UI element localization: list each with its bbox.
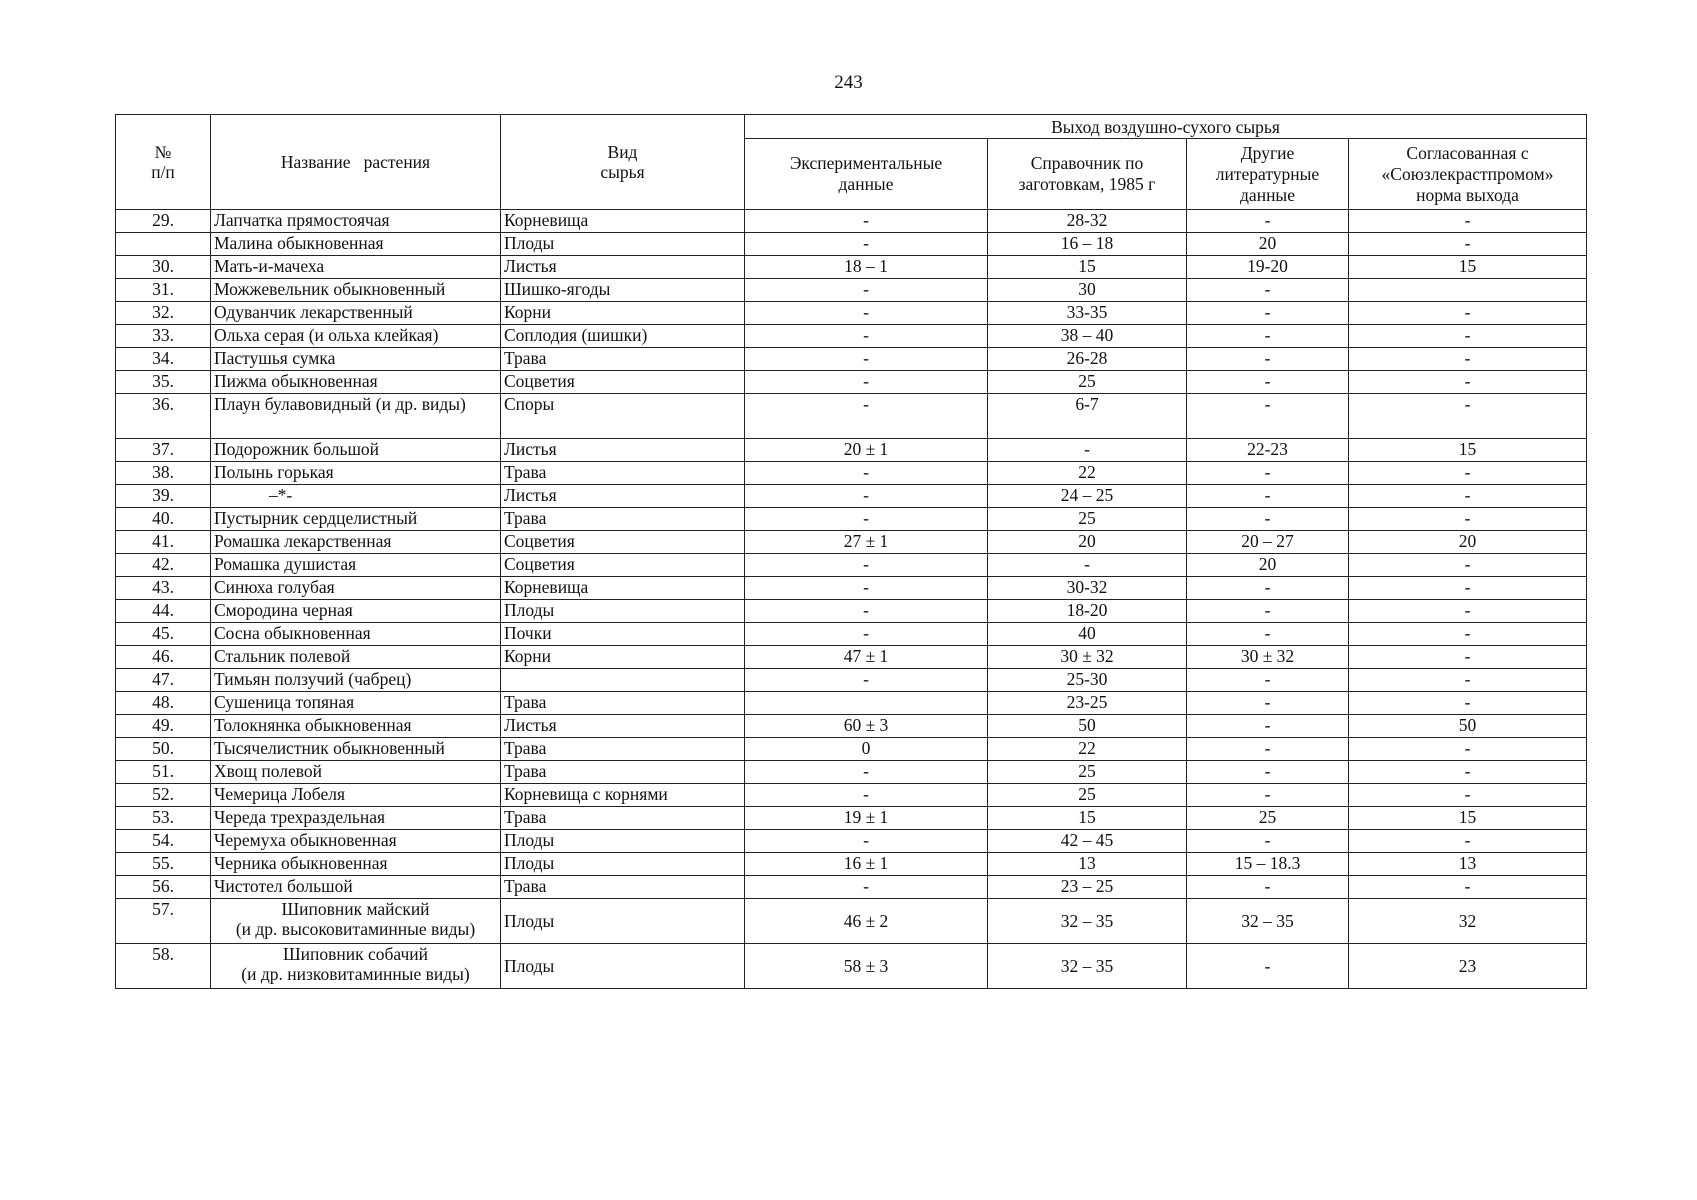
experimental-value: - xyxy=(745,279,988,302)
experimental-value: 18 – 1 xyxy=(745,256,988,279)
reference-value: - xyxy=(988,554,1187,577)
agreed-norm-value: 23 xyxy=(1349,944,1587,989)
raw-material-yield-table xyxy=(115,114,1587,989)
experimental-value: 19 ± 1 xyxy=(745,807,988,830)
plant-name: Чемерица Лобеля xyxy=(211,784,501,807)
row-number: 50. xyxy=(116,738,211,761)
row-number: 32. xyxy=(116,302,211,325)
reference-value: 22 xyxy=(988,462,1187,485)
literature-value: - xyxy=(1187,761,1349,784)
reference-value: 30 ± 32 xyxy=(988,646,1187,669)
raw-material-type: Листья xyxy=(501,715,745,738)
table-row xyxy=(116,508,1587,531)
experimental-value: - xyxy=(745,554,988,577)
agreed-norm-value: 15 xyxy=(1349,439,1587,462)
raw-material-type: Листья xyxy=(501,439,745,462)
agreed-norm-value: - xyxy=(1349,577,1587,600)
experimental-value: 47 ± 1 xyxy=(745,646,988,669)
row-number: 49. xyxy=(116,715,211,738)
raw-material-type: Корни xyxy=(501,646,745,669)
plant-name: Тысячелистник обыкновенный xyxy=(211,738,501,761)
plant-name: Черемуха обыкновенная xyxy=(211,830,501,853)
raw-material-type: Плоды xyxy=(501,944,745,989)
table-row xyxy=(116,830,1587,853)
reference-value: 23 – 25 xyxy=(988,876,1187,899)
raw-material-type: Соцветия xyxy=(501,371,745,394)
raw-material-type: Корневища xyxy=(501,210,745,233)
raw-material-type xyxy=(501,669,745,692)
agreed-norm-value: - xyxy=(1349,302,1587,325)
agreed-norm-value: - xyxy=(1349,784,1587,807)
reference-value: 25 xyxy=(988,761,1187,784)
header-raw-type-line2: сырья xyxy=(600,162,645,182)
agreed-norm-value: 50 xyxy=(1349,715,1587,738)
raw-material-type: Плоды xyxy=(501,233,745,256)
table-row xyxy=(116,646,1587,669)
experimental-value: - xyxy=(745,508,988,531)
reference-value: 40 xyxy=(988,623,1187,646)
reference-value: 13 xyxy=(988,853,1187,876)
raw-material-type: Соцветия xyxy=(501,531,745,554)
row-number xyxy=(116,233,211,256)
experimental-value xyxy=(745,692,988,715)
experimental-value: - xyxy=(745,784,988,807)
experimental-value: - xyxy=(745,761,988,784)
experimental-value: 58 ± 3 xyxy=(745,944,988,989)
plant-name: Черника обыкновенная xyxy=(211,853,501,876)
agreed-norm-value: - xyxy=(1349,669,1587,692)
header-experimental xyxy=(745,139,988,210)
literature-value: 20 – 27 xyxy=(1187,531,1349,554)
literature-value: - xyxy=(1187,508,1349,531)
raw-material-type: Плоды xyxy=(501,899,745,944)
reference-value: 42 – 45 xyxy=(988,830,1187,853)
raw-material-type: Трава xyxy=(501,876,745,899)
raw-material-type: Трава xyxy=(501,761,745,784)
header-number-line1: № xyxy=(154,142,172,162)
agreed-norm-value: - xyxy=(1349,692,1587,715)
raw-material-type: Листья xyxy=(501,256,745,279)
literature-value: - xyxy=(1187,371,1349,394)
table-row xyxy=(116,577,1587,600)
agreed-norm-value: - xyxy=(1349,394,1587,439)
agreed-norm-value: - xyxy=(1349,600,1587,623)
plant-name: –*- xyxy=(211,485,501,508)
agreed-norm-value: 13 xyxy=(1349,853,1587,876)
raw-material-type: Шишко-ягоды xyxy=(501,279,745,302)
plant-name: Ромашка душистая xyxy=(211,554,501,577)
plant-name-line2: (и др. низковитаминные виды) xyxy=(241,964,470,984)
row-number: 54. xyxy=(116,830,211,853)
table-row xyxy=(116,439,1587,462)
row-number: 34. xyxy=(116,348,211,371)
row-number: 48. xyxy=(116,692,211,715)
row-number: 45. xyxy=(116,623,211,646)
agreed-norm-value: - xyxy=(1349,646,1587,669)
literature-value: 22-23 xyxy=(1187,439,1349,462)
reference-value: 50 xyxy=(988,715,1187,738)
literature-value: - xyxy=(1187,279,1349,302)
literature-value: 20 xyxy=(1187,554,1349,577)
header-reference-line1: Справочник по xyxy=(1030,153,1144,173)
literature-value: - xyxy=(1187,600,1349,623)
header-experimental-line2: данные xyxy=(838,174,894,194)
row-number: 29. xyxy=(116,210,211,233)
agreed-norm-value: - xyxy=(1349,508,1587,531)
literature-value: - xyxy=(1187,577,1349,600)
experimental-value: - xyxy=(745,876,988,899)
table-row xyxy=(116,371,1587,394)
header-agreed-norm-line3: норма выхода xyxy=(1416,184,1519,205)
table-row xyxy=(116,279,1587,302)
table-row xyxy=(116,256,1587,279)
literature-value: - xyxy=(1187,692,1349,715)
plant-name: Сосна обыкновенная xyxy=(211,623,501,646)
agreed-norm-value: - xyxy=(1349,233,1587,256)
literature-value: - xyxy=(1187,302,1349,325)
literature-value: - xyxy=(1187,876,1349,899)
literature-value: - xyxy=(1187,462,1349,485)
plant-name: Одуванчик лекарственный xyxy=(211,302,501,325)
plant-name: Малина обыкновенная xyxy=(211,233,501,256)
plant-name: Хвощ полевой xyxy=(211,761,501,784)
reference-value: 15 xyxy=(988,256,1187,279)
raw-material-type: Трава xyxy=(501,508,745,531)
page-number: 243 xyxy=(834,72,863,93)
experimental-value: - xyxy=(745,462,988,485)
raw-material-type: Трава xyxy=(501,348,745,371)
plant-name: Сушеница топяная xyxy=(211,692,501,715)
header-plant-name xyxy=(211,115,501,210)
plant-name-line2: (и др. высоковитаминные виды) xyxy=(235,919,476,939)
raw-material-type: Трава xyxy=(501,462,745,485)
raw-material-type: Почки xyxy=(501,623,745,646)
plant-name: Синюха голубая xyxy=(211,577,501,600)
row-number: 55. xyxy=(116,853,211,876)
row-number: 51. xyxy=(116,761,211,784)
plant-name: Смородина черная xyxy=(211,600,501,623)
agreed-norm-value: 15 xyxy=(1349,256,1587,279)
literature-value: - xyxy=(1187,715,1349,738)
literature-value: - xyxy=(1187,738,1349,761)
table-row xyxy=(116,554,1587,577)
reference-value: 25 xyxy=(988,371,1187,394)
reference-value: 15 xyxy=(988,807,1187,830)
row-number: 56. xyxy=(116,876,211,899)
header-plant-name-text: Название растения xyxy=(280,152,431,172)
agreed-norm-value: - xyxy=(1349,485,1587,508)
experimental-value: - xyxy=(745,623,988,646)
reference-value: 18-20 xyxy=(988,600,1187,623)
experimental-value: 0 xyxy=(745,738,988,761)
table-row xyxy=(116,784,1587,807)
raw-material-type: Плоды xyxy=(501,830,745,853)
raw-material-type: Плоды xyxy=(501,600,745,623)
header-literature-line1: Другие xyxy=(1240,142,1295,163)
raw-material-type: Трава xyxy=(501,692,745,715)
agreed-norm-value: - xyxy=(1349,462,1587,485)
raw-material-type: Листья xyxy=(501,485,745,508)
experimental-value: - xyxy=(745,325,988,348)
literature-value: - xyxy=(1187,830,1349,853)
experimental-value: - xyxy=(745,600,988,623)
raw-material-type: Плоды xyxy=(501,853,745,876)
literature-value: 20 xyxy=(1187,233,1349,256)
reference-value: 33-35 xyxy=(988,302,1187,325)
header-number xyxy=(116,115,211,210)
plant-name: Стальник полевой xyxy=(211,646,501,669)
raw-material-type: Корневища xyxy=(501,577,745,600)
experimental-value: - xyxy=(745,394,988,439)
row-number: 40. xyxy=(116,508,211,531)
plant-name: Пастушья сумка xyxy=(211,348,501,371)
header-reference xyxy=(988,139,1187,210)
header-raw-type xyxy=(501,115,745,210)
reference-value: 32 – 35 xyxy=(988,899,1187,944)
reference-value: 20 xyxy=(988,531,1187,554)
header-agreed-norm xyxy=(1349,139,1587,210)
experimental-value: - xyxy=(745,302,988,325)
literature-value: - xyxy=(1187,394,1349,439)
reference-value: 22 xyxy=(988,738,1187,761)
experimental-value: 60 ± 3 xyxy=(745,715,988,738)
experimental-value: - xyxy=(745,485,988,508)
agreed-norm-value: - xyxy=(1349,830,1587,853)
table-row xyxy=(116,669,1587,692)
row-number: 39. xyxy=(116,485,211,508)
plant-name: Плаун булавовидный (и др. виды) xyxy=(211,394,501,439)
table-row xyxy=(116,485,1587,508)
plant-name: Полынь горькая xyxy=(211,462,501,485)
agreed-norm-value: - xyxy=(1349,738,1587,761)
reference-value: 30-32 xyxy=(988,577,1187,600)
plant-name: Пижма обыкновенная xyxy=(211,371,501,394)
raw-material-type: Трава xyxy=(501,738,745,761)
table-row xyxy=(116,623,1587,646)
experimental-value: - xyxy=(745,669,988,692)
agreed-norm-value: - xyxy=(1349,876,1587,899)
table-row xyxy=(116,600,1587,623)
experimental-value: 46 ± 2 xyxy=(745,899,988,944)
literature-value: - xyxy=(1187,325,1349,348)
plant-name: Мать-и-мачеха xyxy=(211,256,501,279)
header-literature xyxy=(1187,139,1349,210)
experimental-value: 20 ± 1 xyxy=(745,439,988,462)
row-number: 47. xyxy=(116,669,211,692)
literature-value: 19-20 xyxy=(1187,256,1349,279)
row-number: 36. xyxy=(116,394,211,439)
header-yield-group: Выход воздушно-сухого сырья xyxy=(745,115,1587,139)
experimental-value: - xyxy=(745,577,988,600)
reference-value: 30 xyxy=(988,279,1187,302)
plant-name: Тимьян ползучий (чабрец) xyxy=(211,669,501,692)
row-number: 30. xyxy=(116,256,211,279)
header-literature-line2: литературные xyxy=(1215,163,1320,184)
row-number: 38. xyxy=(116,462,211,485)
literature-value: 30 ± 32 xyxy=(1187,646,1349,669)
table-row xyxy=(116,210,1587,233)
table-row xyxy=(116,692,1587,715)
plant-name: Ромашка лекарственная xyxy=(211,531,501,554)
header-experimental-line1: Экспериментальные xyxy=(789,153,943,173)
experimental-value: 16 ± 1 xyxy=(745,853,988,876)
agreed-norm-value xyxy=(1349,279,1587,302)
literature-value: - xyxy=(1187,669,1349,692)
table-row xyxy=(116,531,1587,554)
experimental-value: - xyxy=(745,371,988,394)
row-number: 53. xyxy=(116,807,211,830)
literature-value: - xyxy=(1187,210,1349,233)
agreed-norm-value: - xyxy=(1349,554,1587,577)
literature-value: - xyxy=(1187,348,1349,371)
header-literature-line3: данные xyxy=(1240,184,1295,205)
plant-name: Ольха серая (и ольха клейкая) xyxy=(211,325,501,348)
experimental-value: - xyxy=(745,233,988,256)
header-reference-line2: заготовкам, 1985 г xyxy=(1018,174,1156,194)
table-row xyxy=(116,325,1587,348)
row-number: 57. xyxy=(116,899,211,944)
reference-value: 28-32 xyxy=(988,210,1187,233)
table-header xyxy=(116,115,1587,210)
agreed-norm-value: - xyxy=(1349,623,1587,646)
row-number: 52. xyxy=(116,784,211,807)
plant-name: Чистотел большой xyxy=(211,876,501,899)
experimental-value: - xyxy=(745,348,988,371)
raw-material-type: Трава xyxy=(501,807,745,830)
raw-material-type: Споры xyxy=(501,394,745,439)
table-row xyxy=(116,738,1587,761)
table-row xyxy=(116,715,1587,738)
raw-material-type: Соплодия (шишки) xyxy=(501,325,745,348)
table-row xyxy=(116,761,1587,784)
reference-value: 38 – 40 xyxy=(988,325,1187,348)
table-row xyxy=(116,899,1587,944)
plant-name: Пустырник сердцелистный xyxy=(211,508,501,531)
table-row xyxy=(116,302,1587,325)
reference-value: 32 – 35 xyxy=(988,944,1187,989)
experimental-value: 27 ± 1 xyxy=(745,531,988,554)
row-number: 43. xyxy=(116,577,211,600)
plant-name: Толокнянка обыкновенная xyxy=(211,715,501,738)
table-body xyxy=(116,210,1587,989)
literature-value: - xyxy=(1187,485,1349,508)
reference-value: 16 – 18 xyxy=(988,233,1187,256)
header-agreed-norm-line1: Согласованная с xyxy=(1406,142,1529,163)
plant-name: Лапчатка прямостоячая xyxy=(211,210,501,233)
agreed-norm-value: - xyxy=(1349,371,1587,394)
row-number: 44. xyxy=(116,600,211,623)
row-number: 33. xyxy=(116,325,211,348)
table-row xyxy=(116,233,1587,256)
row-number: 37. xyxy=(116,439,211,462)
agreed-norm-value: - xyxy=(1349,761,1587,784)
plant-name xyxy=(211,899,501,944)
plant-name-line1: Шиповник собачий xyxy=(282,944,429,964)
reference-value: 24 – 25 xyxy=(988,485,1187,508)
plant-name-line1: Шиповник майский xyxy=(281,899,430,919)
row-number: 41. xyxy=(116,531,211,554)
literature-value: - xyxy=(1187,784,1349,807)
experimental-value: - xyxy=(745,830,988,853)
table-row xyxy=(116,348,1587,371)
row-number: 58. xyxy=(116,944,211,989)
table-row xyxy=(116,462,1587,485)
raw-material-type: Соцветия xyxy=(501,554,745,577)
experimental-value: - xyxy=(745,210,988,233)
plant-name: Череда трехраздельная xyxy=(211,807,501,830)
plant-name: Можжевельник обыкновенный xyxy=(211,279,501,302)
agreed-norm-value: - xyxy=(1349,210,1587,233)
agreed-norm-value: - xyxy=(1349,348,1587,371)
literature-value: 25 xyxy=(1187,807,1349,830)
agreed-norm-value: 15 xyxy=(1349,807,1587,830)
literature-value: - xyxy=(1187,944,1349,989)
header-raw-type-line1: Вид xyxy=(607,142,638,162)
table-row xyxy=(116,876,1587,899)
plant-name: Подорожник большой xyxy=(211,439,501,462)
literature-value: - xyxy=(1187,623,1349,646)
literature-value: 15 – 18.3 xyxy=(1187,853,1349,876)
plant-name xyxy=(211,944,501,989)
reference-value: 25-30 xyxy=(988,669,1187,692)
table-row xyxy=(116,944,1587,989)
header-agreed-norm-line2: «Союзлекрастпромом» xyxy=(1381,163,1554,184)
agreed-norm-value: 32 xyxy=(1349,899,1587,944)
table-row xyxy=(116,394,1587,439)
reference-value: - xyxy=(988,439,1187,462)
reference-value: 6-7 xyxy=(988,394,1187,439)
agreed-norm-value: 20 xyxy=(1349,531,1587,554)
reference-value: 25 xyxy=(988,784,1187,807)
agreed-norm-value: - xyxy=(1349,325,1587,348)
row-number: 31. xyxy=(116,279,211,302)
reference-value: 25 xyxy=(988,508,1187,531)
table-row xyxy=(116,853,1587,876)
row-number: 35. xyxy=(116,371,211,394)
literature-value: 32 – 35 xyxy=(1187,899,1349,944)
row-number: 42. xyxy=(116,554,211,577)
reference-value: 23-25 xyxy=(988,692,1187,715)
reference-value: 26-28 xyxy=(988,348,1187,371)
table-row xyxy=(116,807,1587,830)
raw-material-type: Корневища с корнями xyxy=(501,784,745,807)
header-number-line2: п/п xyxy=(151,162,175,182)
row-number: 46. xyxy=(116,646,211,669)
raw-material-type: Корни xyxy=(501,302,745,325)
